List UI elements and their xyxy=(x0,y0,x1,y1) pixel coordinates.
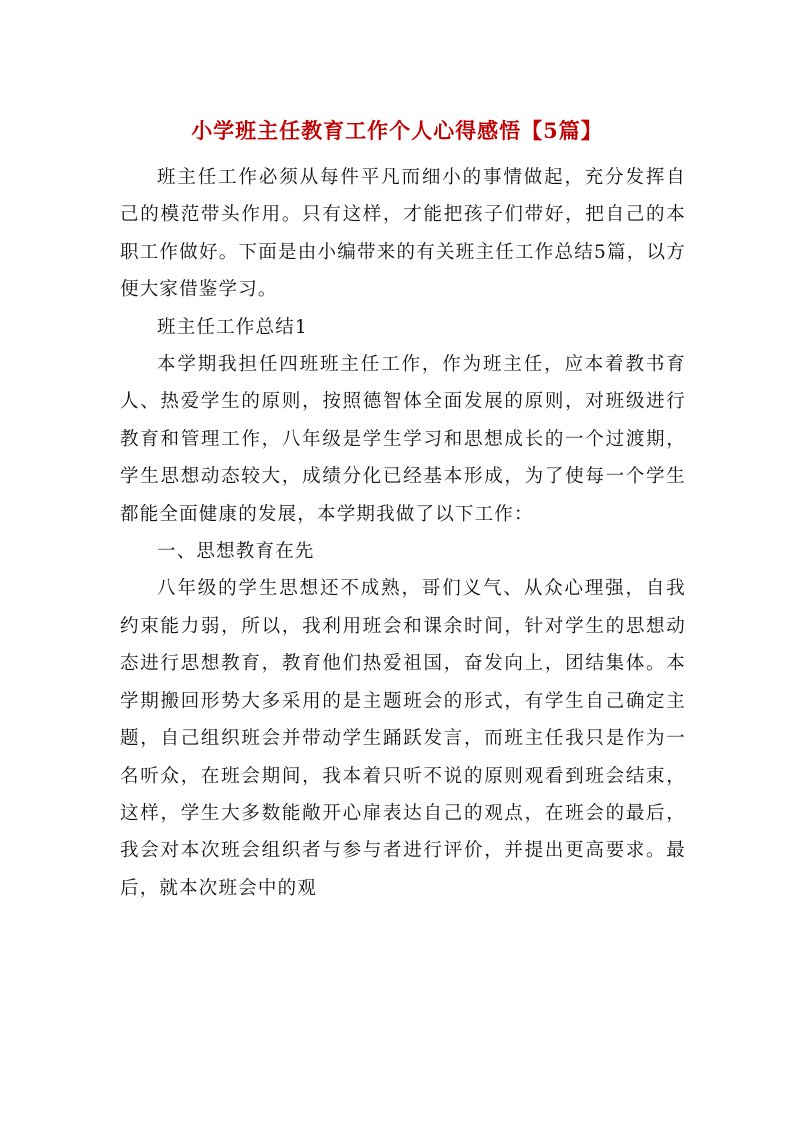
body-paragraph: 本学期我担任四班班主任工作，作为班主任，应本着教书育人、热爱学生的原则，按照德智体全面发展的原则，对班级进行教育和管理工作，八年级是学生学习和思想成长的一个过渡期，学生思想动态较大，成绩分化已经基本形成，为了使每一个学生都能全面健康的发展，本学期我做了以下工作： xyxy=(120,354,686,525)
intro-paragraph: 班主任工作必须从每件平凡而细小的事情做起，充分发挥自己的模范带头作用。只有这样，才能把孩子们带好，把自己的本职工作做好。下面是由小编带来的有关班主任工作总结5篇，以方便大家借鉴学习。 xyxy=(120,167,686,301)
section-heading-summary-1: 班主任工作总结1 xyxy=(157,316,308,338)
body-paragraph: 八年级的学生思想还不成熟，哥们义气、从众心理强，自我约束能力弱，所以，我利用班会和课余时间，针对学生的思想动态进行思想教育，教育他们热爱祖国，奋发向上，团结集体。本学期搬回形势大多采用的是主题班会的形式，有学生自己确定主题，自己组织班会并带动学生踊跃发言，而班主任我只是作为一名听众，在班会期间，我本着只听不说的原则观看到班会结束，这样，学生大多数能敞开心扉表达自己的观点，在班会的最后，我会对本次班会组织者与参与者进行评价，并提出更高要求。最后，就本次班会中的观 xyxy=(120,578,686,899)
document-body xyxy=(120,159,686,907)
section-heading-thought-education: 一、思想教育在先 xyxy=(157,541,315,563)
document-title: 小学班主任教育工作个人心得感悟【5篇】 xyxy=(191,118,603,144)
